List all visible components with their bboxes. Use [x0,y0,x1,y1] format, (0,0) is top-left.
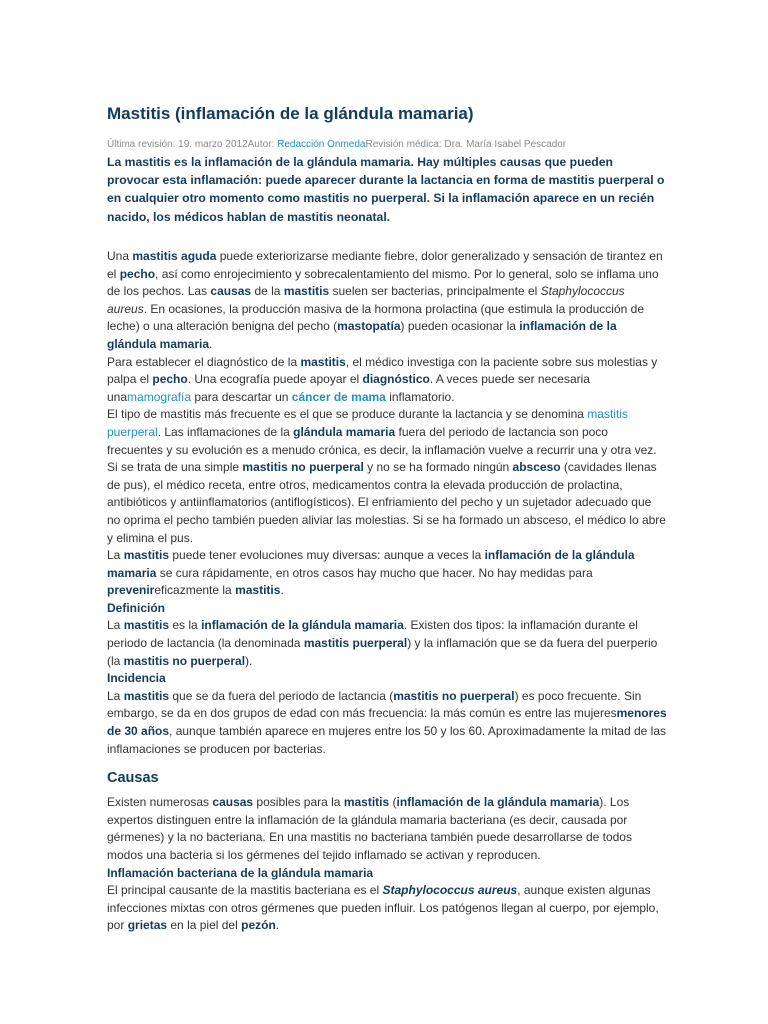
text: Para establecer el diagnóstico de la [107,354,301,369]
keyword: pecho [119,266,156,281]
keyword: mastitis [123,618,170,633]
medical-reviewer: Dra. María Isabel Pescador [444,139,567,150]
keyword: pecho [152,372,188,387]
mastitis-puerperal-link[interactable]: mastitis puerperal [107,407,628,439]
keyword: absceso [512,460,561,475]
paragraph-inflamacion-bacteriana [107,882,667,935]
heading-causas: Causas [107,770,159,787]
text: ) pueden ocasionar la [400,319,520,334]
keyword: diagnóstico [362,372,430,387]
text: . A veces puede ser necesaria una [107,372,590,404]
text: ). Los expertos distinguen entre la inflamación de la glándula mamaria bacteriana (es decir, causada por gérmenes) y la no bacteriana. En una mastitis no bacteriana también puede desarrollarse de todos modos una bacteria si los gérmenes del tejido inflamado se activan y reproducen. [107,795,632,862]
article-lead: La mastitis es la inflamación de la glándula mamaria. Hay múltiples causas que pueden provocar esta inflamación: puede aparecer durante la lactancia en forma de mastitis puerperal o en cualquier otro momento como mastitis no puerperal. Si la inflamación aparece en un recién nacido, los médicos hablan de mastitis neonatal. [107,155,665,224]
keyword: glándula mamaria [293,424,396,439]
keyword: mastitis aguda [132,249,217,263]
keyword: mastitis [300,354,346,369]
text: ) y la inflamación que se da fuera del puerperio (la [107,636,658,668]
keyword: mastitis no puerperal [393,688,515,703]
article-title: Mastitis (inflamación de la glándula mamaria) [107,104,474,123]
text: se cura rápidamente, en otros casos hay mucho que hacer. No hay medidas para [156,565,593,580]
text: ). [245,653,253,668]
species-name: Staphylococcus aureus [382,883,518,898]
keyword: mastitis [343,795,390,810]
keyword: mastitis no puerperal [123,653,246,668]
text: ) es poco frecuente. Sin embargo, se da en dos grupos de edad con más frecuencia: la más común es entre las mujeres [107,688,642,721]
cancer-de-mama-link[interactable]: cáncer de mama [291,389,386,404]
keyword: mastitis [123,548,170,563]
text: fuera del periodo de lactancia son poco frecuentes y su evolución es a menudo crónica, es decir, la inflamación vuelve a recurrir una y otra vez. Si se trata de una simple [107,424,657,475]
text: (cavidades llenas de pus), el médico receta, entre otros, medicamentos contra la elevada producción de prolactina, antibióticos y antiinflamatorios (antiflogísticos). El enfriamiento del pecho y un sujetador adecuado que no oprima el pecho también pueden aliviar las molestias. Si se ha formado un absceso, el médico lo abre y elimina el pus. [107,460,666,545]
keyword: menores de 30 años [107,706,667,739]
keyword: pezón [241,918,276,933]
paragraph-incidencia [107,688,667,758]
text: es la [169,618,202,633]
text: puede tener evoluciones muy diversas: aunque a veces la [169,548,485,563]
text: El tipo de mastitis más frecuente es el que se produce durante la lactancia y se denomina [107,407,588,422]
mamografia-link[interactable]: mamografía [127,389,192,404]
text: , así como enrojecimiento y sobrecalentamiento del mismo. Por lo general, solo se inflama uno de los pechos. Las [107,266,659,299]
paragraph-diagnostico [107,354,667,407]
heading-incidencia: Incidencia [107,671,166,686]
keyword: inflamación de la glándula mamaria [201,618,404,633]
text: . Una ecografía puede apoyar el [187,372,363,387]
text: de la [251,284,284,299]
author-label: Autor: [247,139,278,150]
paragraph-evolucion [107,547,667,600]
text: eficazmente la [154,583,236,598]
text: . [209,336,213,351]
text: . [275,918,280,933]
paragraph-causas [107,794,667,864]
text: ( [389,795,397,810]
keyword: prevenir [107,583,155,598]
text: para descartar un [191,389,292,404]
text: posibles para la [253,795,344,810]
revision-label: Última revisión: [107,139,179,150]
keyword: mastitis no puerperal [242,460,364,475]
article-meta [107,139,566,150]
text: Una [107,249,133,263]
keyword: mastitis [123,688,170,703]
text: que se da fuera del periodo de lactancia ( [169,688,394,703]
keyword: mastopatía [337,319,401,334]
text: suelen ser bacterias, principalmente el [329,284,541,299]
heading-inflamacion-bacteriana: Inflamación bacteriana de la glándula mamaria [107,865,374,880]
revision-date: 19. marzo 2012 [178,139,248,150]
keyword: inflamación de la glándula mamaria [107,548,635,580]
heading-definicion: Definición [107,600,166,615]
author-link[interactable]: Redacción Onmeda [277,139,366,150]
keyword: inflamación de la glándula mamaria [107,319,617,351]
text: , aunque existen algunas infecciones mixtas con otros gérmenes que pueden influir. Los patógenos llegan al cuerpo, por ejemplo, por [107,883,659,933]
article-body [107,248,667,935]
text: puede exteriorizarse mediante fiebre, dolor generalizado y sensación de tirantez en el [107,249,663,281]
text: , aunque también aparece en mujeres entre los 50 y los 60. Aproximadamente la mitad de las inflamaciones se producen por bacterias. [107,724,666,756]
text: . En ocasiones, la producción masiva de la hormona prolactina (que estimula la producción de leche) o una alteración benigna del pecho ( [107,301,644,334]
text: La [107,688,124,703]
text: y no se ha formado ningún [363,460,513,475]
text: . Las inflamaciones de la [157,424,294,439]
keyword: causas [212,795,254,810]
keyword: grietas [127,918,168,933]
keyword: mastitis [235,583,281,598]
keyword: mastitis puerperal [303,636,408,651]
keyword: inflamación de la glándula mamaria [396,795,600,810]
text: inflamatorio. [385,389,455,404]
paragraph-tipos [107,406,667,547]
keyword: mastitis [283,284,330,299]
medical-review-label: Revisión médica: [365,139,445,150]
text: La [107,548,124,563]
text: . Existen dos tipos: la inflamación durante el periodo de lactancia (la denominada [107,618,638,651]
species-name: Staphylococcus aureus [107,284,625,316]
keyword: causas [210,284,252,299]
paragraph-definicion [107,617,667,670]
text: . [280,583,284,598]
text: Existen numerosas [107,795,213,810]
text: en la piel del [167,918,242,933]
text: El principal causante de la mastitis bacteriana es el [107,883,383,898]
text: , el médico investiga con la paciente sobre sus molestias y palpa el [107,354,658,387]
paragraph-mastitis-aguda [107,248,667,354]
text: La [107,618,124,633]
